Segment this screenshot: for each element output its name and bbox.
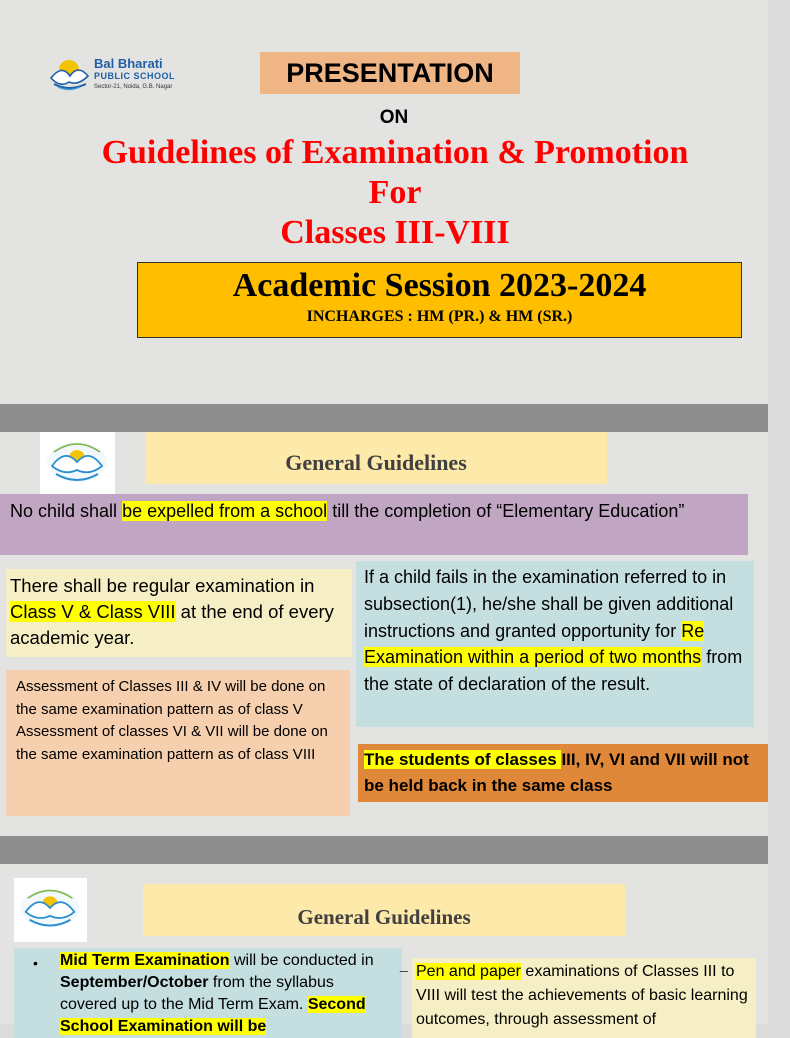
school-logo	[48, 54, 188, 98]
bullet-icon: •	[33, 955, 38, 971]
logo-address: Sector-21, Noida, G.B. Nagar	[94, 84, 173, 90]
highlighted-text: Re Examination within a period of two months	[364, 620, 705, 668]
section-heading: General Guidelines	[143, 884, 625, 936]
highlighted-text: Class V & Class VIII	[10, 601, 176, 622]
general-guidelines-slide-1	[0, 432, 768, 836]
title-line-1: Guidelines of Examination & Promotion	[101, 134, 689, 171]
presentation-label: PRESENTATION	[260, 52, 520, 94]
connector-dash: _	[400, 956, 408, 972]
school-emblem-icon	[40, 432, 115, 496]
title-slide	[0, 0, 768, 404]
logo-name: Bal Bharati	[94, 56, 163, 71]
text-segment: will be conducted in	[229, 952, 374, 969]
slide-divider	[0, 404, 768, 432]
text-segment: at the end of every academic year.	[10, 601, 334, 648]
school-emblem	[40, 432, 115, 496]
highlighted-text: Mid Term Examination	[60, 952, 230, 969]
assessment-line-1: Assessment of Classes III & IV will be done on the same examination pattern as of class V	[16, 678, 326, 718]
text-segment: No child shall	[10, 501, 123, 521]
text-segment: There shall be regular examination in	[10, 575, 315, 596]
on-label: ON	[379, 107, 409, 128]
text-segment: If a child fails in the examination referred to in subsection(1), he/she shall be given additional instructions and granted opportunity for	[364, 567, 734, 641]
school-emblem-icon	[14, 878, 87, 942]
school-emblem	[14, 878, 87, 942]
highlighted-text: Pen and paper	[416, 963, 521, 980]
bold-text: September/October	[60, 974, 209, 991]
highlighted-text: Second School Examination will be	[60, 996, 366, 1035]
general-guidelines-slide-2	[0, 864, 768, 1035]
held-back-guideline	[358, 744, 768, 802]
logo-subtitle: PUBLIC SCHOOL	[94, 71, 176, 81]
assessment-line-2: Assessment of classes VI & VII will be done on the same examination pattern as of class VIII	[16, 723, 328, 763]
title-line-2: For	[368, 174, 422, 211]
highlighted-text: be expelled from a school	[122, 501, 328, 521]
text-segment: from the state of declaration of the result.	[364, 647, 743, 695]
pen-paper-guideline	[412, 958, 756, 1038]
text-segment: III, IV, VI and VII will not be held back in the same class	[364, 750, 749, 795]
text-segment: till the completion of “Elementary Education”	[327, 501, 685, 521]
incharges-line: INCHARGES : HM (PR.) & HM (SR.)	[306, 308, 573, 325]
session-title: Academic Session 2023-2024	[232, 267, 647, 304]
re-examination-guideline	[356, 561, 754, 727]
text-segment: from the syllabus covered up to the Mid Term Exam.	[60, 974, 334, 1013]
expulsion-guideline	[0, 494, 748, 555]
section-heading: General Guidelines	[145, 432, 607, 484]
highlighted-text: The students of classes	[364, 750, 562, 769]
school-emblem-icon	[48, 56, 90, 92]
title-line-3: Classes III-VIII	[280, 214, 510, 251]
assessment-guideline	[6, 670, 350, 816]
mid-term-guideline	[14, 948, 402, 1038]
regular-exam-guideline	[6, 569, 352, 657]
text-segment: examinations of Classes III to VIII will test the achievements of basic learning outcomes, through assessment of	[416, 963, 748, 1028]
slide-divider	[0, 836, 768, 864]
session-box	[137, 262, 742, 338]
